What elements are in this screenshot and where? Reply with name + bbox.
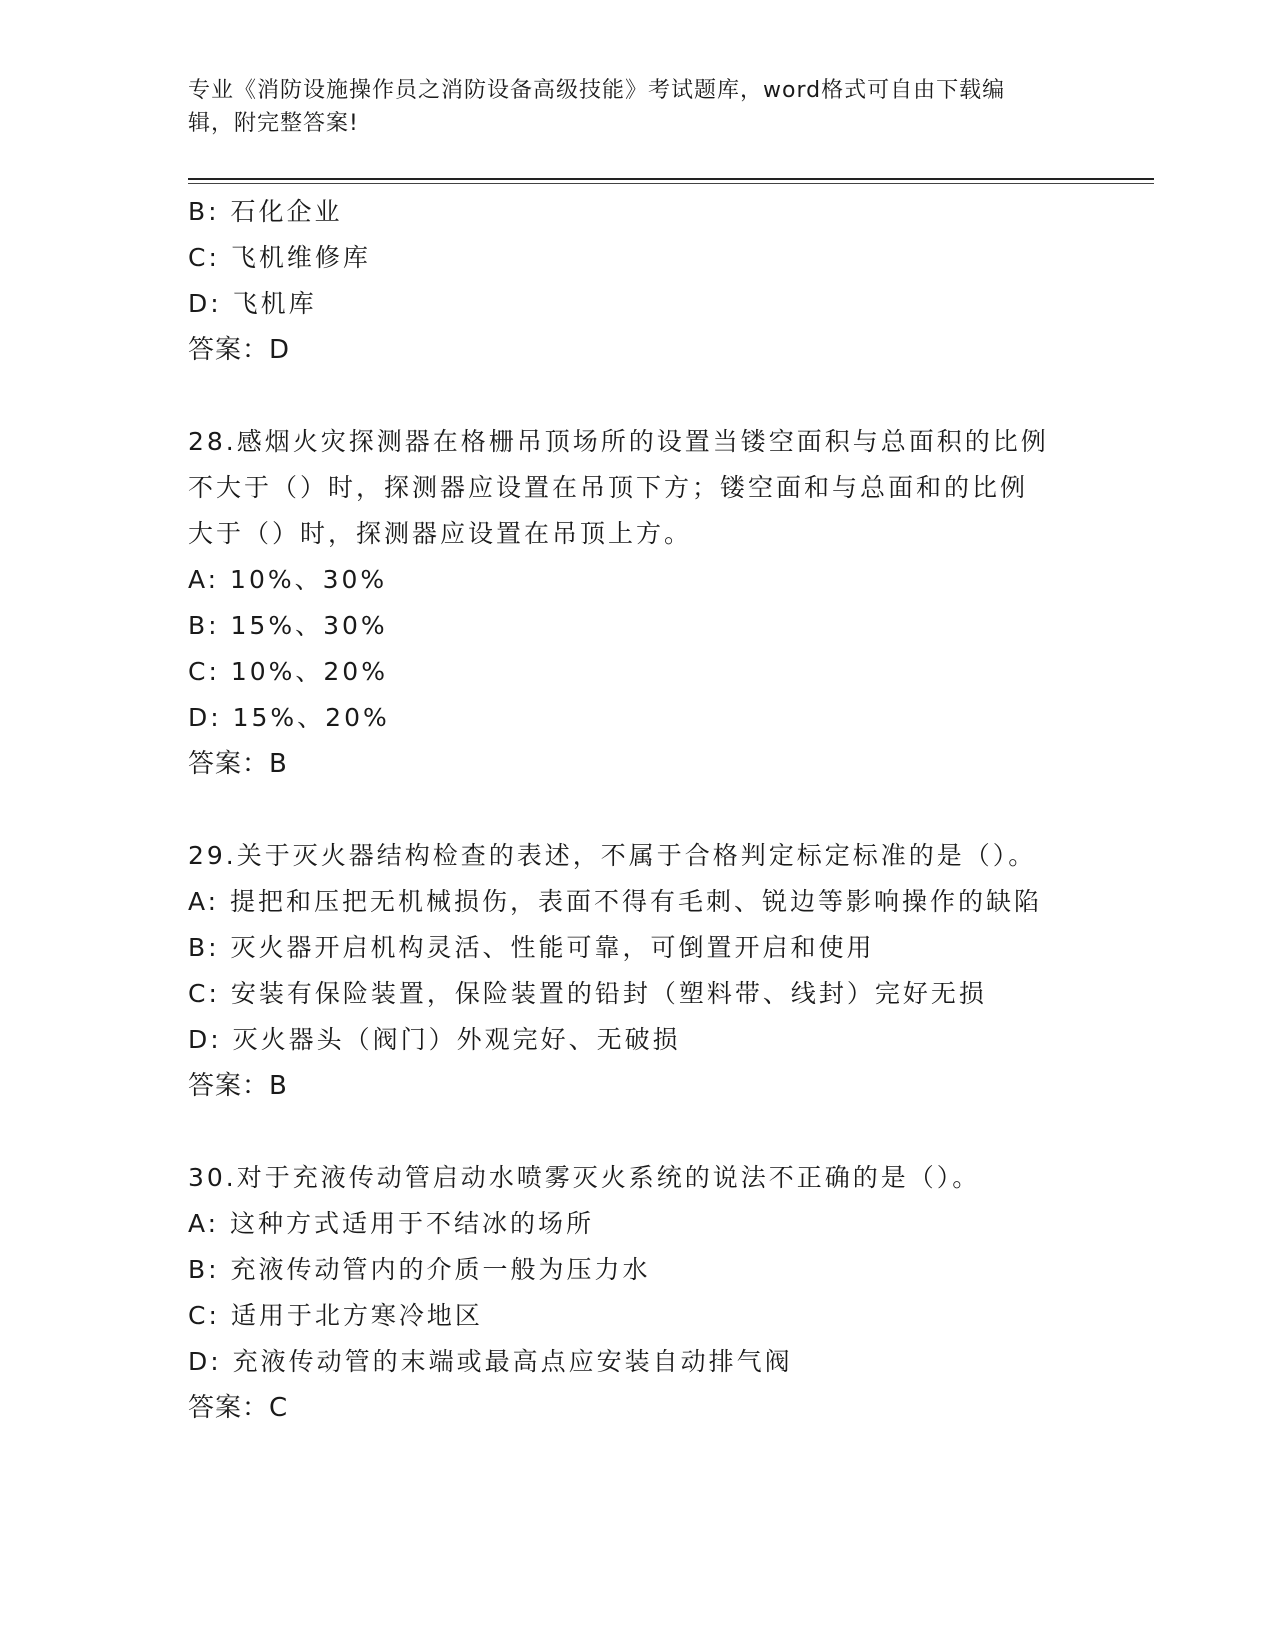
header-line-2: 辑，附完整答案! <box>188 111 359 136</box>
question-30 <box>188 1155 1088 1431</box>
spacer <box>188 373 1088 419</box>
option-d: D: 15%、20% <box>188 703 390 732</box>
question-27-continuation <box>188 189 1088 373</box>
option-c: C: 安装有保险装置，保险装置的铅封（塑料带、线封）完好无损 <box>188 979 987 1008</box>
document-header <box>188 74 1088 140</box>
option-b: B: 15%、30% <box>188 611 388 640</box>
answer-line: 答案：D <box>188 335 291 365</box>
question-stem-line: 28.感烟火灾探测器在格栅吊顶场所的设置当镂空面积与总面积的比例 <box>188 427 1049 456</box>
question-stem-line: 30.对于充液传动管启动水喷雾灭火系统的说法不正确的是（）。 <box>188 1163 981 1192</box>
question-29 <box>188 833 1088 1109</box>
header-rule-thin <box>188 183 1154 184</box>
option-d: D: 充液传动管的末端或最高点应安装自动排气阀 <box>188 1347 793 1376</box>
header-rule-thick <box>188 178 1154 180</box>
question-stem-line: 不大于（）时，探测器应设置在吊顶下方；镂空面和与总面和的比例 <box>188 473 1029 502</box>
option-d: D: 飞机库 <box>188 289 317 318</box>
spacer <box>188 1109 1088 1155</box>
answer-line: 答案：B <box>188 1071 288 1101</box>
option-b: B: 石化企业 <box>188 197 343 226</box>
answer-line: 答案：C <box>188 1393 289 1423</box>
question-28 <box>188 419 1088 787</box>
answer-line: 答案：B <box>188 749 288 779</box>
question-stem-line: 大于（）时，探测器应设置在吊顶上方。 <box>188 519 693 548</box>
option-a: A: 提把和压把无机械损伤，表面不得有毛刺、锐边等影响操作的缺陷 <box>188 887 1043 916</box>
option-c: C: 适用于北方寒冷地区 <box>188 1301 483 1330</box>
option-d: D: 灭火器头（阀门）外观完好、无破损 <box>188 1025 681 1054</box>
spacer <box>188 787 1088 833</box>
header-line-1: 专业《消防设施操作员之消防设备高级技能》考试题库，word格式可自由下载编 <box>188 78 1006 103</box>
question-stem-line: 29.关于灭火器结构检查的表述，不属于合格判定标定标准的是（）。 <box>188 841 1037 870</box>
document-body <box>188 189 1088 1431</box>
option-a: A: 10%、30% <box>188 565 388 594</box>
option-c: C: 10%、20% <box>188 657 388 686</box>
option-b: B: 灭火器开启机构灵活、性能可靠，可倒置开启和使用 <box>188 933 875 962</box>
option-a: A: 这种方式适用于不结冰的场所 <box>188 1209 595 1238</box>
option-c: C: 飞机维修库 <box>188 243 371 272</box>
option-b: B: 充液传动管内的介质一般为压力水 <box>188 1255 651 1284</box>
